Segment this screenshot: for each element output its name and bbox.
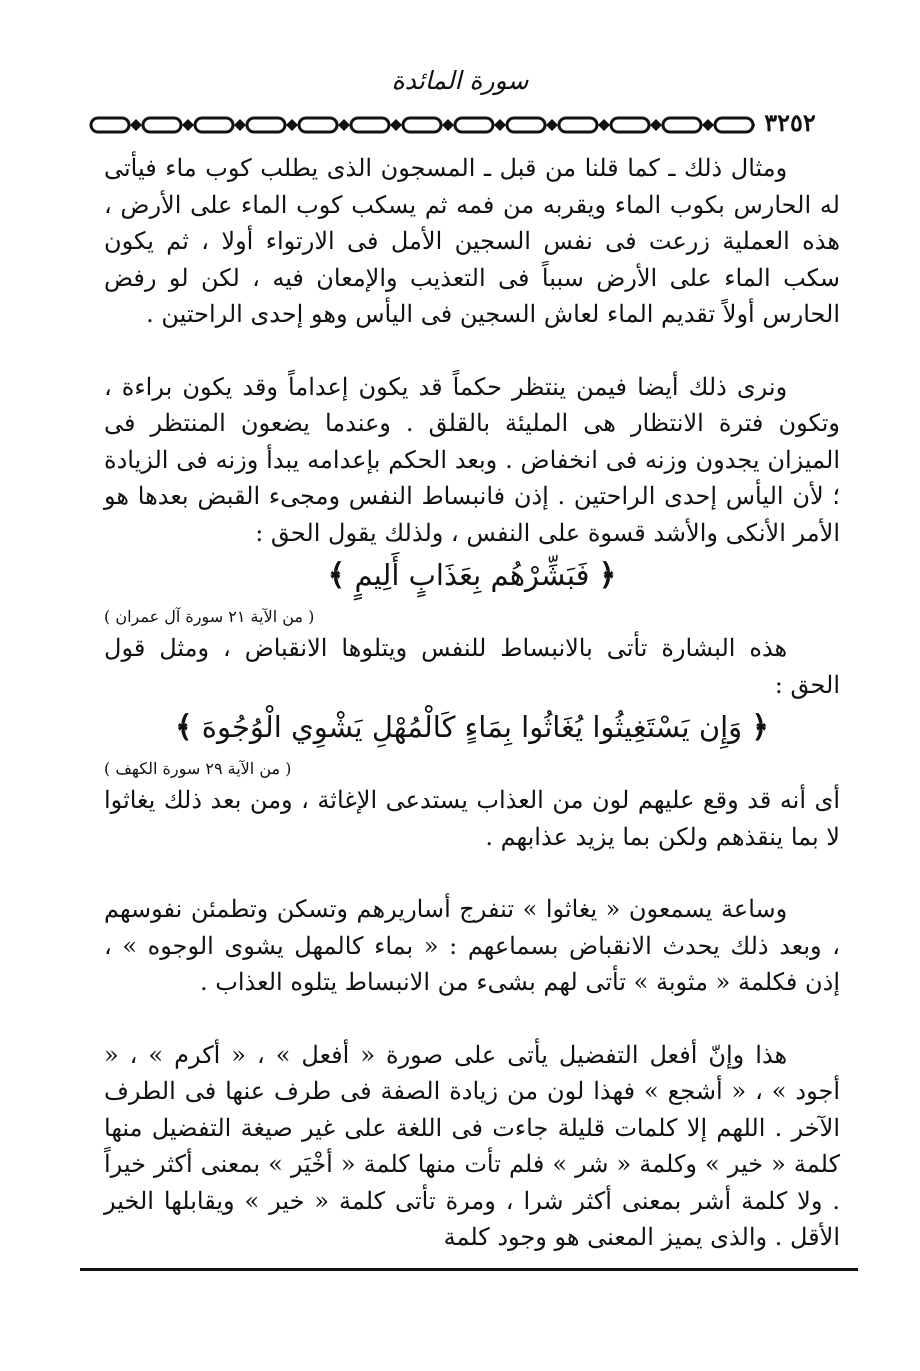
paragraph-1: ومثال ذلك ـ كما قلنا من قبل ـ المسجون الذى يطلب كوب ماء فيأتى له الحارس بكوب الماء ويقربه من فمه ثم يسكب كوب الماء على الأرض ، هذه العملية زرعت فى نفس السجين الأمل فى الارتواء أولا ، ثم يكون سكب الماء على الأرض سبباً فى التعذيب والإمعان فيه ، لكن لو رفض الحارس أولاً تقديم الماء لعاش السجين فى اليأس وهو إحدى الراحتين . (104, 154, 840, 328)
chain-diamond (390, 119, 402, 131)
chain-diamond (338, 119, 350, 131)
chain-diamond (286, 119, 298, 131)
chain-link (91, 118, 129, 132)
verse-1-reference (104, 604, 840, 630)
chain-diamond (650, 119, 662, 131)
body-text (104, 150, 840, 1256)
chain-diamond (546, 119, 558, 131)
page-number: ٣٢٥٢ (755, 108, 825, 138)
verse-1-reference-text: ( من الآية ٢١ سورة آل عمران ) (104, 607, 315, 626)
chain-link (247, 118, 285, 132)
paragraph-6: هذا وإنّ أفعل التفضيل يأتى على صورة « أفعل » ، « أكرم » ، « أجود » ، « أشجع » فهذا لون من زيادة الصفة فى طرف عنها فى الطرف الآخر . اللهم إلا كلمات قليلة جاءت فى اللغة على غير صيغة التفضيل منها كلمة « خير » وكلمة « شر » فلم تأت منها كلمة « أخْيَر » بمعنى أكثر خيراً . ولا كلمة أشر بمعنى أكثر شرا ، ومرة تأتى كلمة « خير » ويقابلها الخير الأقل . والذى يميز المعنى هو وجود كلمة (104, 1040, 840, 1251)
chain-link (559, 118, 597, 132)
verse-2-reference-text: ( من الآية ٢٩ سورة الكهف ) (104, 759, 292, 778)
chain-link (455, 118, 493, 132)
chain-link (663, 118, 701, 132)
verse-2-text: وَإِن يَسْتَغِيثُوا يُغَاثُوا بِمَاءٍ كَالْمُهْلِ يَشْوِي الْوُجُوهَ (201, 710, 743, 744)
chain-link (611, 118, 649, 132)
paragraph-3: هذه البشارة تأتى بالانبساط للنفس ويتلوها الانقباض ، ومثل قول الحق : (104, 634, 840, 699)
chain-link (715, 118, 753, 132)
chain-link (351, 118, 389, 132)
chain-diamond (494, 119, 506, 131)
paragraph-2: ونرى ذلك أيضا فيمن ينتظر حكماً قد يكون إعداماً وقد يكون براءة ، وتكون فترة الانتظار هى المليئة بالقلق . وعندما يضعون المنتظر فى الميزان يجدون وزنه فى انخفاض . وبعد الحكم بإعدامه يبدأ وزنه فى الزيادة ؛ لأن اليأس إحدى الراحتين . إذن فانبساط النفس ومجىء القبض بعدها هو الأمر الأنكى والأشد قسوة على النفس ، ولذلك يقول الحق : (104, 372, 840, 547)
ornamental-border (85, 110, 865, 140)
chain-diamond (182, 119, 194, 131)
verse-open-bracket: ﴿ (751, 710, 769, 745)
paragraph-4: أى أنه قد وقع عليهم لون من العذاب يستدعى الإغاثة ، ومن بعد ذلك يغاثوا لا بما ينقذهم ولكن بما يزيد عذابهم . (104, 786, 840, 851)
surah-title: سورة المائدة (391, 66, 529, 95)
bottom-rule (80, 1268, 858, 1271)
verse-2-reference (104, 756, 840, 782)
verse-open-bracket: ﴿ (598, 558, 617, 593)
chain-diamond (130, 119, 142, 131)
verse-close-bracket: ﴾ (327, 558, 346, 593)
chain-link (507, 118, 545, 132)
chain-diamond (702, 119, 714, 131)
paragraph-5: وساعة يسمعون « يغاثوا » تنفرج أساريرهم وتسكن وتطمئن نفوسهم ، وبعد ذلك يحدث الانقباض بسماعهم : « بماء كالمهل يشوى الوجوه » ، إذن فكلمة « مثوبة » تأتى لهم بشىء من الانبساط يتلوه العذاب . (104, 895, 840, 996)
chain-link (195, 118, 233, 132)
quran-verse-2 (104, 707, 840, 748)
chain-diamond (234, 119, 246, 131)
chain-link (143, 118, 181, 132)
chain-diamond (598, 119, 610, 131)
chain-link (299, 118, 337, 132)
verse-1-text: فَبَشِّرْهُم بِعَذَابٍ أَلِيمٍ (354, 558, 590, 592)
chain-link (403, 118, 441, 132)
quran-verse-1 (104, 555, 840, 596)
verse-close-bracket: ﴾ (175, 710, 193, 745)
chain-diamond (442, 119, 454, 131)
